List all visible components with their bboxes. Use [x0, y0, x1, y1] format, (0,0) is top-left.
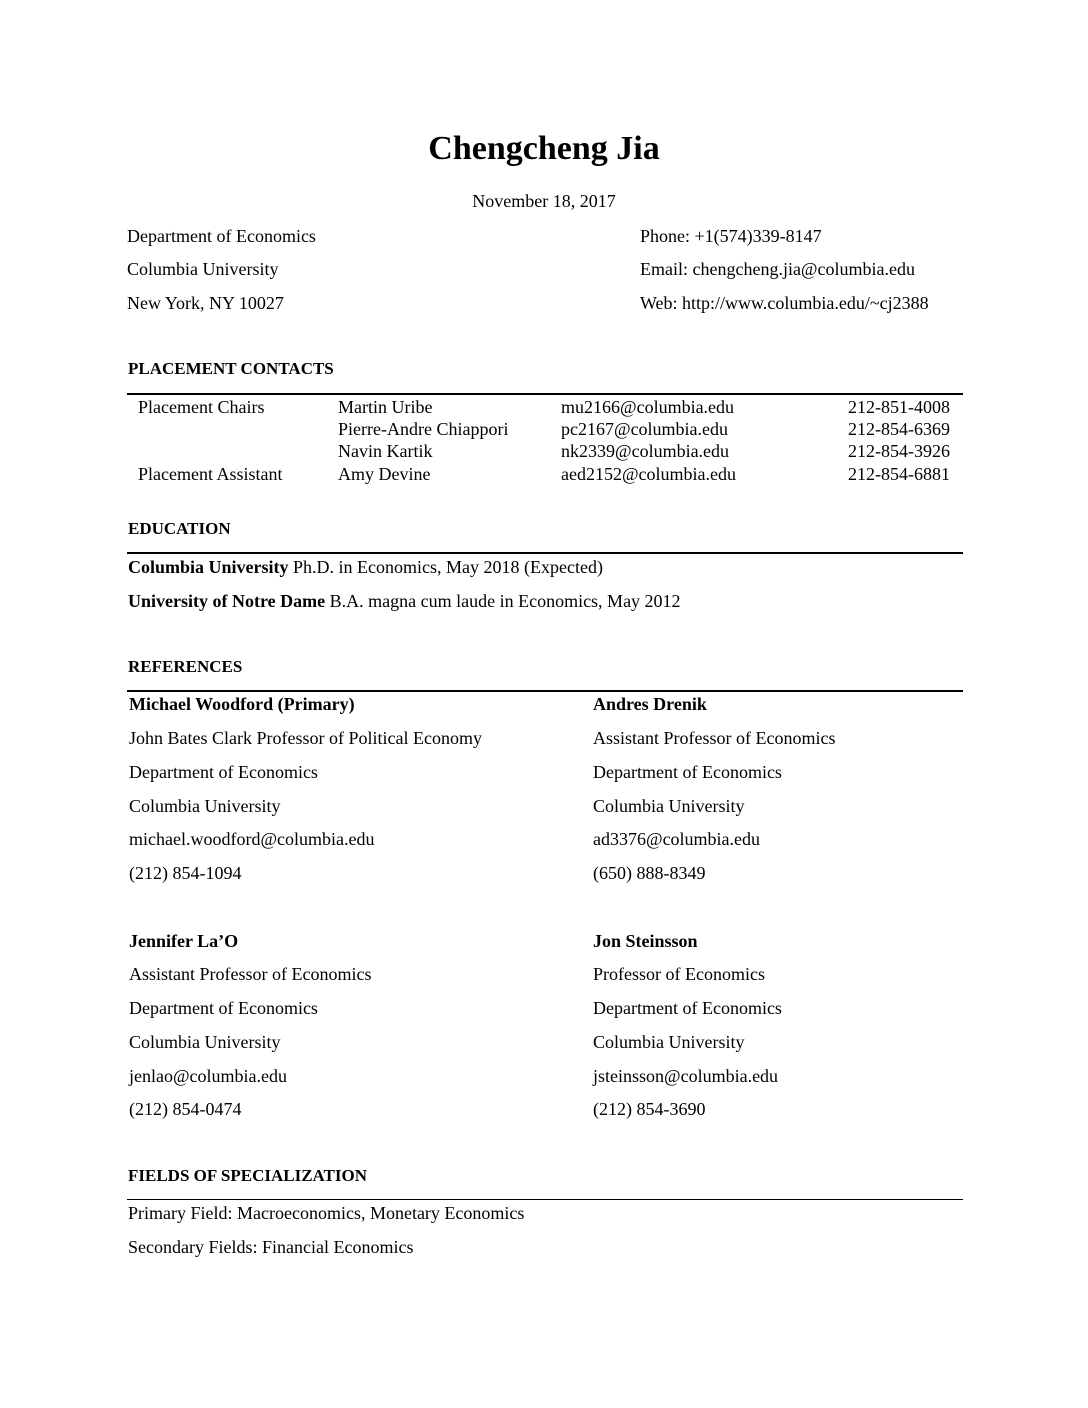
- education-divider: [127, 552, 963, 554]
- reference-phone: (212) 854-3690: [593, 1099, 706, 1119]
- address-line-city: New York, NY 10027: [127, 293, 284, 313]
- primary-field: Primary Field: Macroeconomics, Monetary Economics: [128, 1203, 525, 1223]
- education-detail: B.A. magna cum laude in Economics, May 2012: [325, 591, 681, 611]
- education-school: Columbia University: [128, 557, 289, 577]
- placement-name: Martin Uribe: [338, 397, 433, 417]
- reference-university: Columbia University: [593, 1032, 745, 1052]
- placement-phone: 212-854-6369: [848, 419, 950, 439]
- reference-university: Columbia University: [129, 1032, 281, 1052]
- contact-web[interactable]: Web: http://www.columbia.edu/~cj2388: [640, 293, 929, 313]
- reference-university: Columbia University: [593, 796, 745, 816]
- placement-heading: PLACEMENT CONTACTS: [128, 359, 334, 378]
- reference-department: Department of Economics: [593, 998, 782, 1018]
- placement-role: Placement Chairs: [138, 397, 265, 417]
- placement-divider: [127, 393, 963, 395]
- reference-phone: (212) 854-0474: [129, 1099, 242, 1119]
- placement-email[interactable]: mu2166@columbia.edu: [561, 397, 735, 417]
- reference-email[interactable]: michael.woodford@columbia.edu: [129, 829, 375, 849]
- education-entry: [128, 556, 603, 578]
- reference-name: Michael Woodford (Primary): [129, 694, 355, 714]
- placement-phone: 212-851-4008: [848, 397, 950, 417]
- cv-date: November 18, 2017: [472, 191, 616, 211]
- education-heading: EDUCATION: [128, 519, 231, 538]
- placement-email[interactable]: pc2167@columbia.edu: [561, 419, 729, 439]
- reference-university: Columbia University: [129, 796, 281, 816]
- reference-title: Assistant Professor of Economics: [593, 728, 836, 748]
- reference-phone: (212) 854-1094: [129, 863, 242, 883]
- reference-email[interactable]: jenlao@columbia.edu: [129, 1066, 288, 1086]
- placement-email[interactable]: aed2152@columbia.edu: [561, 464, 737, 484]
- contact-phone: Phone: +1(574)339-8147: [640, 226, 822, 246]
- education-school: University of Notre Dame: [128, 591, 326, 611]
- placement-phone: 212-854-3926: [848, 441, 950, 461]
- placement-phone: 212-854-6881: [848, 464, 950, 484]
- fields-heading: FIELDS OF SPECIALIZATION: [128, 1166, 367, 1185]
- reference-department: Department of Economics: [129, 762, 318, 782]
- references-divider: [127, 690, 963, 692]
- reference-title: Assistant Professor of Economics: [129, 964, 372, 984]
- reference-email[interactable]: jsteinsson@columbia.edu: [593, 1066, 779, 1086]
- placement-name: Pierre-Andre Chiappori: [338, 419, 509, 439]
- address-line-department: Department of Economics: [127, 226, 316, 246]
- reference-name: Jon Steinsson: [593, 931, 698, 951]
- address-line-university: Columbia University: [127, 259, 279, 279]
- fields-divider: [127, 1199, 963, 1200]
- cv-name: Chengcheng Jia: [428, 130, 660, 167]
- placement-name: Amy Devine: [338, 464, 431, 484]
- reference-department: Department of Economics: [129, 998, 318, 1018]
- reference-department: Department of Economics: [593, 762, 782, 782]
- reference-name: Jennifer La’O: [129, 931, 239, 951]
- contact-email[interactable]: Email: chengcheng.jia@columbia.edu: [640, 259, 915, 279]
- education-detail: Ph.D. in Economics, May 2018 (Expected): [288, 557, 603, 577]
- reference-title: Professor of Economics: [593, 964, 765, 984]
- references-heading: REFERENCES: [128, 657, 243, 676]
- placement-email[interactable]: nk2339@columbia.edu: [561, 441, 730, 461]
- reference-phone: (650) 888-8349: [593, 863, 706, 883]
- reference-title: John Bates Clark Professor of Political Economy: [129, 728, 482, 748]
- reference-email[interactable]: ad3376@columbia.edu: [593, 829, 761, 849]
- placement-role: Placement Assistant: [138, 464, 283, 484]
- placement-name: Navin Kartik: [338, 441, 433, 461]
- secondary-fields: Secondary Fields: Financial Economics: [128, 1237, 414, 1257]
- reference-name: Andres Drenik: [593, 694, 707, 714]
- education-entry: [128, 590, 681, 612]
